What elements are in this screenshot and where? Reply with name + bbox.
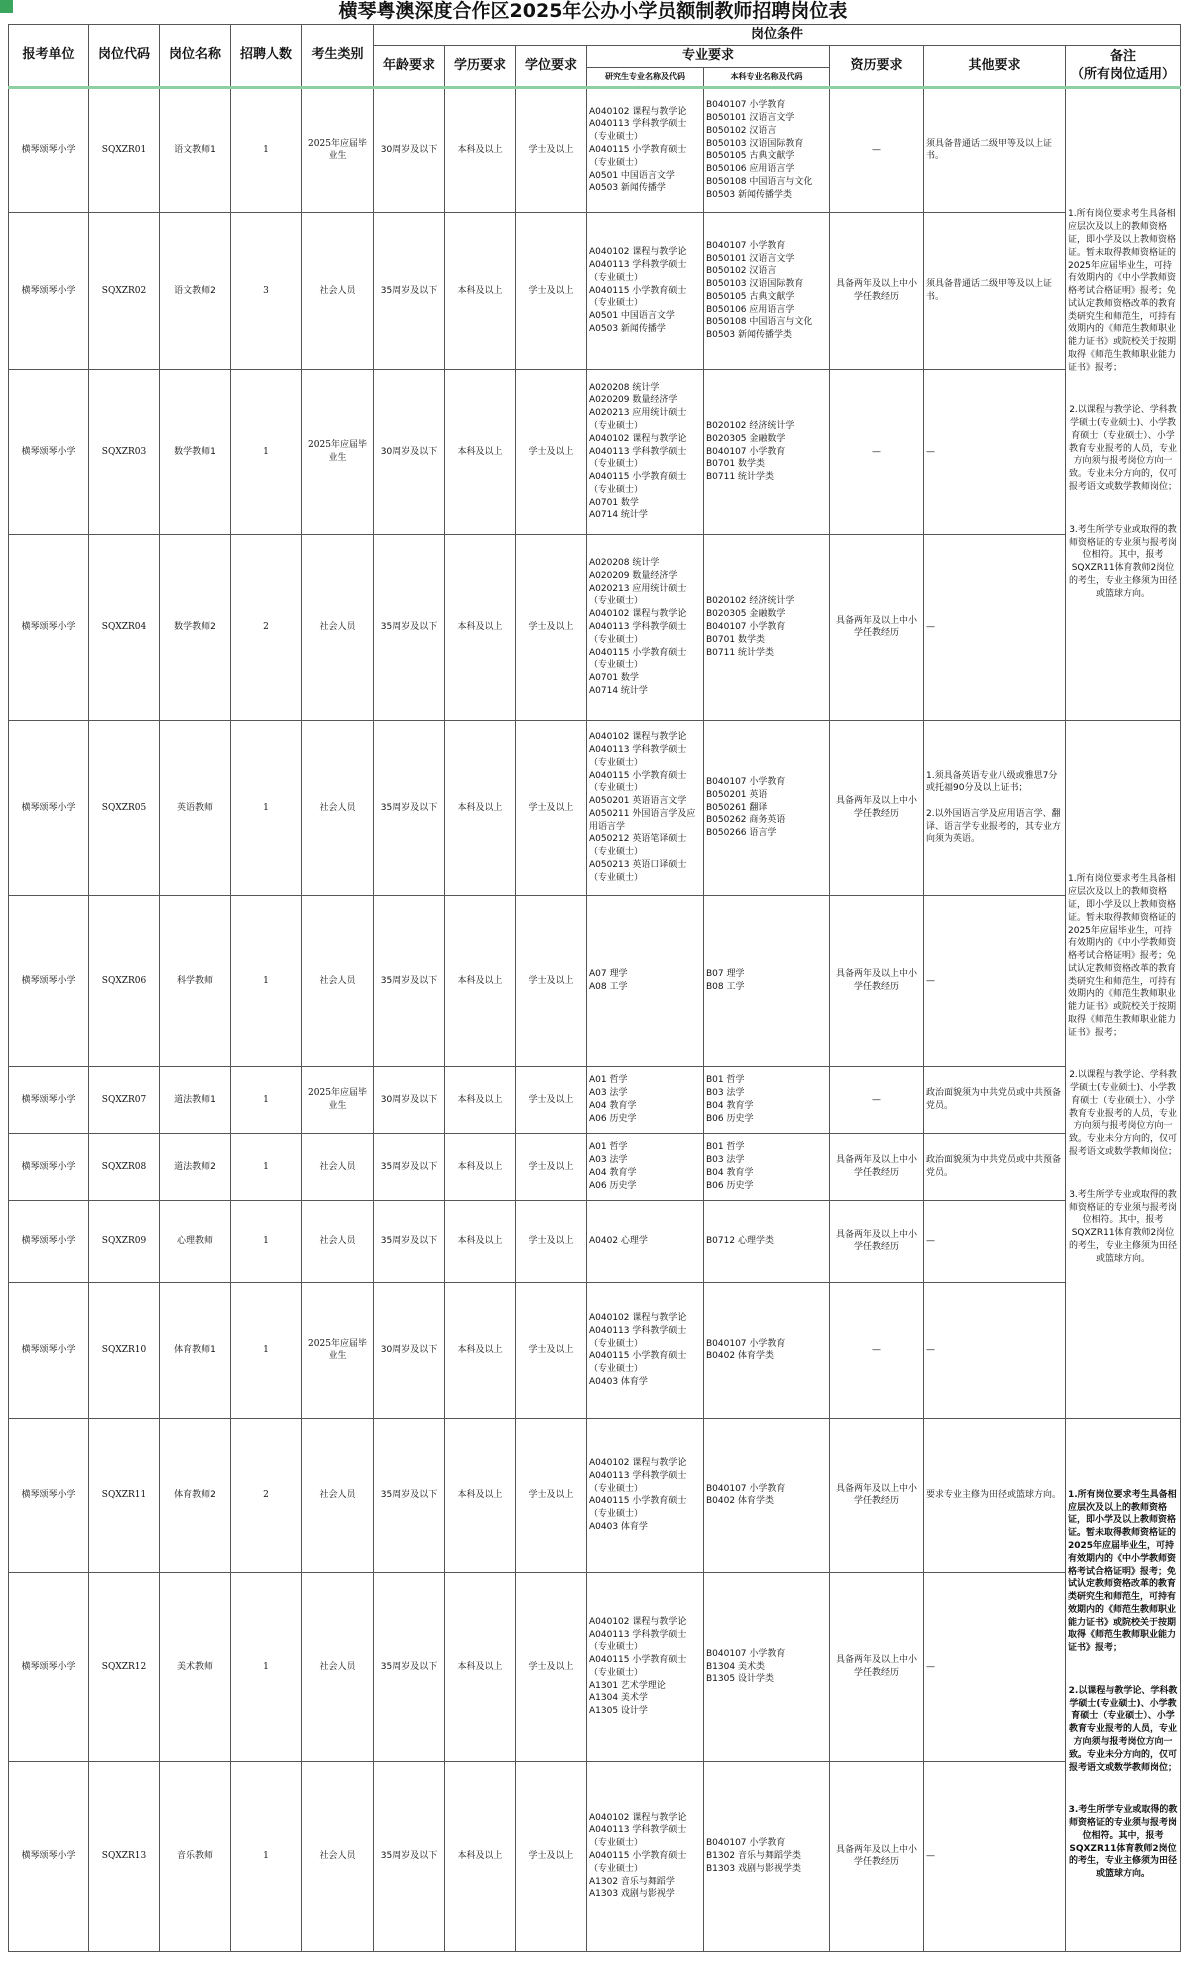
unit-cell: 横琴颂琴小学	[9, 1572, 89, 1761]
code-cell: SQXZR12	[89, 1572, 160, 1761]
other-requirements-cell: —	[924, 1572, 1066, 1761]
code-cell: SQXZR10	[89, 1282, 160, 1418]
degree-cell: 学士及以上	[516, 87, 587, 212]
degree-cell: 学士及以上	[516, 895, 587, 1066]
table-row	[9, 534, 1181, 720]
header-remarks: 备注 （所有岗位适用）	[1066, 46, 1181, 87]
remarks-cell	[1066, 1418, 1181, 1951]
table-row	[9, 1133, 1181, 1200]
unit-cell: 横琴颂琴小学	[9, 369, 89, 534]
position-name-cell: 体育教师2	[160, 1418, 231, 1572]
code-cell: SQXZR06	[89, 895, 160, 1066]
experience-cell: 具备两年及以上中小学任教经历	[830, 720, 924, 895]
other-requirements-cell: —	[924, 895, 1066, 1066]
remarks-cell	[1066, 87, 1181, 720]
count-cell: 2	[231, 534, 302, 720]
count-cell: 1	[231, 87, 302, 212]
remark-item: 1.所有岗位要求考生具备相应层次及以上的教师资格证，即小学及以上教师资格证。暂未取得教师资格证的2025年应届毕业生，可持有效期内的《中小学教师资格考试合格证明》报考；免试认定教师资格改革的教育类研究生和师范生，可持有效期内的《师范生教师职业能力证书》或院校关于按期取得《师范生教师职业能力证书》报考；	[1068, 1489, 1177, 1654]
experience-cell: 具备两年及以上中小学任教经历	[830, 1133, 924, 1200]
grad-major-cell: A0402 心理学	[587, 1200, 704, 1282]
age-cell: 35周岁及以下	[374, 1200, 445, 1282]
position-name-cell: 道法教师2	[160, 1133, 231, 1200]
experience-cell: —	[830, 87, 924, 212]
education-cell: 本科及以上	[445, 1418, 516, 1572]
category-cell: 社会人员	[302, 1133, 374, 1200]
grad-major-cell: A040102 课程与教学论 A040113 学科教学硕士 （专业硕士） A040115 小学教育硕士 （专业硕士） A0501 中国语言文学 A0503 新闻传播学	[587, 212, 704, 369]
grad-major-cell: A040102 课程与教学论 A040113 学科教学硕士 （专业硕士） A040115 小学教育硕士 （专业硕士） A0403 体育学	[587, 1282, 704, 1418]
other-requirements-cell: 政治面貌须为中共党员或中共预备党员。	[924, 1133, 1066, 1200]
count-cell: 1	[231, 720, 302, 895]
header-degree: 学位要求	[516, 46, 587, 87]
education-cell: 本科及以上	[445, 1133, 516, 1200]
unit-cell: 横琴颂琴小学	[9, 1418, 89, 1572]
undergrad-major-cell: B040107 小学教育 B050201 英语 B050261 翻译 B050262 商务英语 B050266 语言学	[704, 720, 830, 895]
category-cell: 社会人员	[302, 1761, 374, 1951]
age-cell: 30周岁及以下	[374, 1282, 445, 1418]
education-cell: 本科及以上	[445, 1282, 516, 1418]
remark-item: 2.以课程与教学论、学科教学硕士(专业硕士)、小学教育硕士（专业硕士）、小学教育专业报考的人员，专业方向须与报考岗位方向一致。专业未分方向的，仅可报考语文或数学教师岗位；	[1068, 1685, 1178, 1773]
experience-cell: —	[830, 1282, 924, 1418]
unit-cell: 横琴颂琴小学	[9, 1133, 89, 1200]
table-row	[9, 1066, 1181, 1133]
count-cell: 1	[231, 1572, 302, 1761]
count-cell: 1	[231, 1133, 302, 1200]
other-requirements-cell: —	[924, 1761, 1066, 1951]
unit-cell: 横琴颂琴小学	[9, 720, 89, 895]
other-requirements-cell: 1.须具备英语专业八级或雅思7分或托福90分及以上证书； 2.以外国语言学及应用语言学、翻译、语言学专业报考的，其专业方向须为英语。	[924, 720, 1066, 895]
age-cell: 35周岁及以下	[374, 1133, 445, 1200]
table-row	[9, 87, 1181, 212]
header-age: 年龄要求	[374, 46, 445, 87]
undergrad-major-cell: B040107 小学教育 B1302 音乐与舞蹈学类 B1303 戏剧与影视学类	[704, 1761, 830, 1951]
category-cell: 社会人员	[302, 534, 374, 720]
degree-cell: 学士及以上	[516, 212, 587, 369]
table-row	[9, 1418, 1181, 1572]
age-cell: 30周岁及以下	[374, 369, 445, 534]
table-row	[9, 1200, 1181, 1282]
undergrad-major-cell: B040107 小学教育 B1304 美术类 B1305 设计学类	[704, 1572, 830, 1761]
position-name-cell: 数学教师1	[160, 369, 231, 534]
unit-cell: 横琴颂琴小学	[9, 895, 89, 1066]
category-cell: 社会人员	[302, 895, 374, 1066]
undergrad-major-cell: B040107 小学教育 B0402 体育学类	[704, 1282, 830, 1418]
table-row	[9, 720, 1181, 895]
recruitment-table	[8, 24, 1181, 1952]
header-category: 考生类别	[302, 25, 374, 88]
table-row	[9, 895, 1181, 1066]
experience-cell: —	[830, 1066, 924, 1133]
header-major: 专业要求	[587, 46, 830, 67]
header-education: 学历要求	[445, 46, 516, 87]
other-requirements-cell: —	[924, 1200, 1066, 1282]
table-row	[9, 212, 1181, 369]
unit-cell: 横琴颂琴小学	[9, 1761, 89, 1951]
header-count: 招聘人数	[231, 25, 302, 88]
experience-cell: —	[830, 369, 924, 534]
undergrad-major-cell: B040107 小学教育 B050101 汉语言文学 B050102 汉语言 B050103 汉语国际教育 B050105 古典文献学 B050106 应用语言学 B050108 中国语言与文化 B0503 新闻传播学类	[704, 87, 830, 212]
header-experience: 资历要求	[830, 46, 924, 87]
undergrad-major-cell: B0712 心理学类	[704, 1200, 830, 1282]
count-cell: 1	[231, 1761, 302, 1951]
grad-major-cell: A01 哲学 A03 法学 A04 教育学 A06 历史学	[587, 1133, 704, 1200]
education-cell: 本科及以上	[445, 895, 516, 1066]
code-cell: SQXZR11	[89, 1418, 160, 1572]
category-cell: 2025年应届毕业生	[302, 1282, 374, 1418]
degree-cell: 学士及以上	[516, 1418, 587, 1572]
position-name-cell: 英语教师	[160, 720, 231, 895]
age-cell: 30周岁及以下	[374, 1066, 445, 1133]
category-cell: 社会人员	[302, 1200, 374, 1282]
degree-cell: 学士及以上	[516, 534, 587, 720]
remark-item: 1.所有岗位要求考生具备相应层次及以上的教师资格证，即小学及以上教师资格证。暂未取得教师资格证的2025年应届毕业生，可持有效期内的《中小学教师资格考试合格证明》报考；免试认定教师资格改革的教育类研究生和师范生，可持有效期内的《师范生教师职业能力证书》或院校关于按期取得《师范生教师职业能力证书》报考；	[1068, 874, 1177, 1038]
unit-cell: 横琴颂琴小学	[9, 534, 89, 720]
undergrad-major-cell: B040107 小学教育 B050101 汉语言文学 B050102 汉语言 B050103 汉语国际教育 B050105 古典文献学 B050106 应用语言学 B050108 中国语言与文化 B0503 新闻传播学类	[704, 212, 830, 369]
degree-cell: 学士及以上	[516, 1761, 587, 1951]
age-cell: 35周岁及以下	[374, 720, 445, 895]
degree-cell: 学士及以上	[516, 1200, 587, 1282]
experience-cell: 具备两年及以上中小学任教经历	[830, 212, 924, 369]
category-cell: 2025年应届毕业生	[302, 1066, 374, 1133]
other-requirements-cell: 须具备普通话二级甲等及以上证书。	[924, 87, 1066, 212]
table-row	[9, 369, 1181, 534]
education-cell: 本科及以上	[445, 369, 516, 534]
category-cell: 2025年应届毕业生	[302, 369, 374, 534]
age-cell: 35周岁及以下	[374, 1418, 445, 1572]
age-cell: 35周岁及以下	[374, 895, 445, 1066]
code-cell: SQXZR02	[89, 212, 160, 369]
header-major-undergrad: 本科专业名称及代码	[704, 67, 830, 87]
code-cell: SQXZR04	[89, 534, 160, 720]
code-cell: SQXZR07	[89, 1066, 160, 1133]
remark-item: 3.考生所学专业或取得的教师资格证的专业须与报考岗位相符。其中，报考SQXZR11体育教师2岗位的考生，专业主修须为田径或篮球方向。	[1068, 1805, 1178, 1880]
experience-cell: 具备两年及以上中小学任教经历	[830, 895, 924, 1066]
unit-cell: 横琴颂琴小学	[9, 1066, 89, 1133]
position-name-cell: 体育教师1	[160, 1282, 231, 1418]
education-cell: 本科及以上	[445, 1200, 516, 1282]
undergrad-major-cell: B01 哲学 B03 法学 B04 教育学 B06 历史学	[704, 1066, 830, 1133]
category-cell: 2025年应届毕业生	[302, 87, 374, 212]
category-cell: 社会人员	[302, 1418, 374, 1572]
experience-cell: 具备两年及以上中小学任教经历	[830, 1761, 924, 1951]
unit-cell: 横琴颂琴小学	[9, 87, 89, 212]
table-row	[9, 1282, 1181, 1418]
header-name: 岗位名称	[160, 25, 231, 88]
unit-cell: 横琴颂琴小学	[9, 1200, 89, 1282]
grad-major-cell: A020208 统计学 A020209 数量经济学 A020213 应用统计硕士 （专业硕士） A040102 课程与教学论 A040113 学科教学硕士 （专业硕士） A040115 小学教育硕士 （专业硕士） A0701 数学 A0714 统计学	[587, 534, 704, 720]
table-row	[9, 1572, 1181, 1761]
age-cell: 35周岁及以下	[374, 212, 445, 369]
degree-cell: 学士及以上	[516, 1572, 587, 1761]
undergrad-major-cell: B07 理学 B08 工学	[704, 895, 830, 1066]
experience-cell: 具备两年及以上中小学任教经历	[830, 1418, 924, 1572]
undergrad-major-cell: B020102 经济统计学 B020305 金融数学 B040107 小学教育 B0701 数学类 B0711 统计学类	[704, 534, 830, 720]
experience-cell: 具备两年及以上中小学任教经历	[830, 534, 924, 720]
category-cell: 社会人员	[302, 720, 374, 895]
grad-major-cell: A040102 课程与教学论 A040113 学科教学硕士 （专业硕士） A040115 小学教育硕士 （专业硕士） A1301 艺术学理论 A1304 美术学 A1305 设计学	[587, 1572, 704, 1761]
experience-cell: 具备两年及以上中小学任教经历	[830, 1200, 924, 1282]
other-requirements-cell: 政治面貌须为中共党员或中共预备党员。	[924, 1066, 1066, 1133]
position-name-cell: 心理教师	[160, 1200, 231, 1282]
degree-cell: 学士及以上	[516, 369, 587, 534]
age-cell: 30周岁及以下	[374, 87, 445, 212]
category-cell: 社会人员	[302, 212, 374, 369]
page-title: 横琴粤澳深度合作区2025年公办小学员额制教师招聘岗位表	[338, 0, 848, 22]
undergrad-major-cell: B01 哲学 B03 法学 B04 教育学 B06 历史学	[704, 1133, 830, 1200]
header-code: 岗位代码	[89, 25, 160, 88]
degree-cell: 学士及以上	[516, 1133, 587, 1200]
remark-item: 2.以课程与教学论、学科教学硕士(专业硕士)、小学教育硕士（专业硕士）、小学教育专业报考的人员，专业方向须与报考岗位方向一致。专业未分方向的，仅可报考语文或数学教师岗位；	[1069, 405, 1178, 492]
category-cell: 社会人员	[302, 1572, 374, 1761]
count-cell: 1	[231, 895, 302, 1066]
education-cell: 本科及以上	[445, 87, 516, 212]
position-name-cell: 科学教师	[160, 895, 231, 1066]
other-requirements-cell: 须具备普通话二级甲等及以上证书。	[924, 212, 1066, 369]
education-cell: 本科及以上	[445, 1572, 516, 1761]
grad-major-cell: A040102 课程与教学论 A040113 学科教学硕士 （专业硕士） A040115 小学教育硕士 （专业硕士） A1302 音乐与舞蹈学 A1303 戏剧与影视学	[587, 1761, 704, 1951]
unit-cell: 横琴颂琴小学	[9, 1282, 89, 1418]
undergrad-major-cell: B040107 小学教育 B0402 体育学类	[704, 1418, 830, 1572]
count-cell: 2	[231, 1418, 302, 1572]
education-cell: 本科及以上	[445, 212, 516, 369]
remark-item: 3.考生所学专业或取得的教师资格证的专业须与报考岗位相符。其中，报考SQXZR11体育教师2岗位的考生，专业主修须为田径或篮球方向。	[1069, 1189, 1178, 1264]
remark-item: 3.考生所学专业或取得的教师资格证的专业须与报考岗位相符。其中，报考SQXZR11体育教师2岗位的考生，专业主修须为田径或篮球方向。	[1069, 524, 1178, 599]
grad-major-cell: A040102 课程与教学论 A040113 学科教学硕士 （专业硕士） A040115 小学教育硕士 （专业硕士） A050201 英语语言文学 A050211 外国语言学及应用语言学 A050212 英语笔译硕士 （专业硕士） A050213 英语口译硕士 （专业硕士）	[587, 720, 704, 895]
age-cell: 35周岁及以下	[374, 1761, 445, 1951]
other-requirements-cell: —	[924, 1282, 1066, 1418]
experience-cell: 具备两年及以上中小学任教经历	[830, 1572, 924, 1761]
code-cell: SQXZR03	[89, 369, 160, 534]
remarks-cell	[1066, 720, 1181, 1418]
position-name-cell: 语文教师1	[160, 87, 231, 212]
count-cell: 1	[231, 1282, 302, 1418]
education-cell: 本科及以上	[445, 534, 516, 720]
education-cell: 本科及以上	[445, 1066, 516, 1133]
position-name-cell: 道法教师1	[160, 1066, 231, 1133]
code-cell: SQXZR05	[89, 720, 160, 895]
age-cell: 35周岁及以下	[374, 534, 445, 720]
position-name-cell: 美术教师	[160, 1572, 231, 1761]
degree-cell: 学士及以上	[516, 1282, 587, 1418]
code-cell: SQXZR13	[89, 1761, 160, 1951]
age-cell: 35周岁及以下	[374, 1572, 445, 1761]
header-unit: 报考单位	[9, 25, 89, 88]
header-conditions: 岗位条件	[374, 25, 1181, 46]
grad-major-cell: A040102 课程与教学论 A040113 学科教学硕士 （专业硕士） A040115 小学教育硕士 （专业硕士） A0403 体育学	[587, 1418, 704, 1572]
degree-cell: 学士及以上	[516, 720, 587, 895]
count-cell: 1	[231, 369, 302, 534]
other-requirements-cell: —	[924, 369, 1066, 534]
education-cell: 本科及以上	[445, 1761, 516, 1951]
code-cell: SQXZR08	[89, 1133, 160, 1200]
header-other: 其他要求	[924, 46, 1066, 87]
other-requirements-cell: 要求专业主修为田径或篮球方向。	[924, 1418, 1066, 1572]
degree-cell: 学士及以上	[516, 1066, 587, 1133]
header-major-grad: 研究生专业名称及代码	[587, 67, 704, 87]
count-cell: 1	[231, 1066, 302, 1133]
education-cell: 本科及以上	[445, 720, 516, 895]
grad-major-cell: A040102 课程与教学论 A040113 学科教学硕士 （专业硕士） A040115 小学教育硕士 （专业硕士） A0501 中国语言文学 A0503 新闻传播学	[587, 87, 704, 212]
count-cell: 3	[231, 212, 302, 369]
grad-major-cell: A07 理学 A08 工学	[587, 895, 704, 1066]
table-row	[9, 1761, 1181, 1951]
code-cell: SQXZR09	[89, 1200, 160, 1282]
grad-major-cell: A020208 统计学 A020209 数量经济学 A020213 应用统计硕士 （专业硕士） A040102 课程与教学论 A040113 学科教学硕士 （专业硕士） A040115 小学教育硕士 （专业硕士） A0701 数学 A0714 统计学	[587, 369, 704, 534]
grad-major-cell: A01 哲学 A03 法学 A04 教育学 A06 历史学	[587, 1066, 704, 1133]
count-cell: 1	[231, 1200, 302, 1282]
code-cell: SQXZR01	[89, 87, 160, 212]
undergrad-major-cell: B020102 经济统计学 B020305 金融数学 B040107 小学教育 B0701 数学类 B0711 统计学类	[704, 369, 830, 534]
other-requirements-cell: —	[924, 534, 1066, 720]
position-name-cell: 数学教师2	[160, 534, 231, 720]
position-name-cell: 语文教师2	[160, 212, 231, 369]
remark-item: 1.所有岗位要求考生具备相应层次及以上的教师资格证，即小学及以上教师资格证。暂未取得教师资格证的2025年应届毕业生，可持有效期内的《中小学教师资格考试合格证明》报考；免试认定教师资格改革的教育类研究生和师范生，可持有效期内的《师范生教师职业能力证书》或院校关于按期取得《师范生教师职业能力证书》报考；	[1068, 209, 1177, 373]
position-name-cell: 音乐教师	[160, 1761, 231, 1951]
remark-item: 2.以课程与教学论、学科教学硕士(专业硕士)、小学教育硕士（专业硕士）、小学教育专业报考的人员，专业方向须与报考岗位方向一致。专业未分方向的，仅可报考语文或数学教师岗位；	[1069, 1070, 1178, 1157]
unit-cell: 横琴颂琴小学	[9, 212, 89, 369]
